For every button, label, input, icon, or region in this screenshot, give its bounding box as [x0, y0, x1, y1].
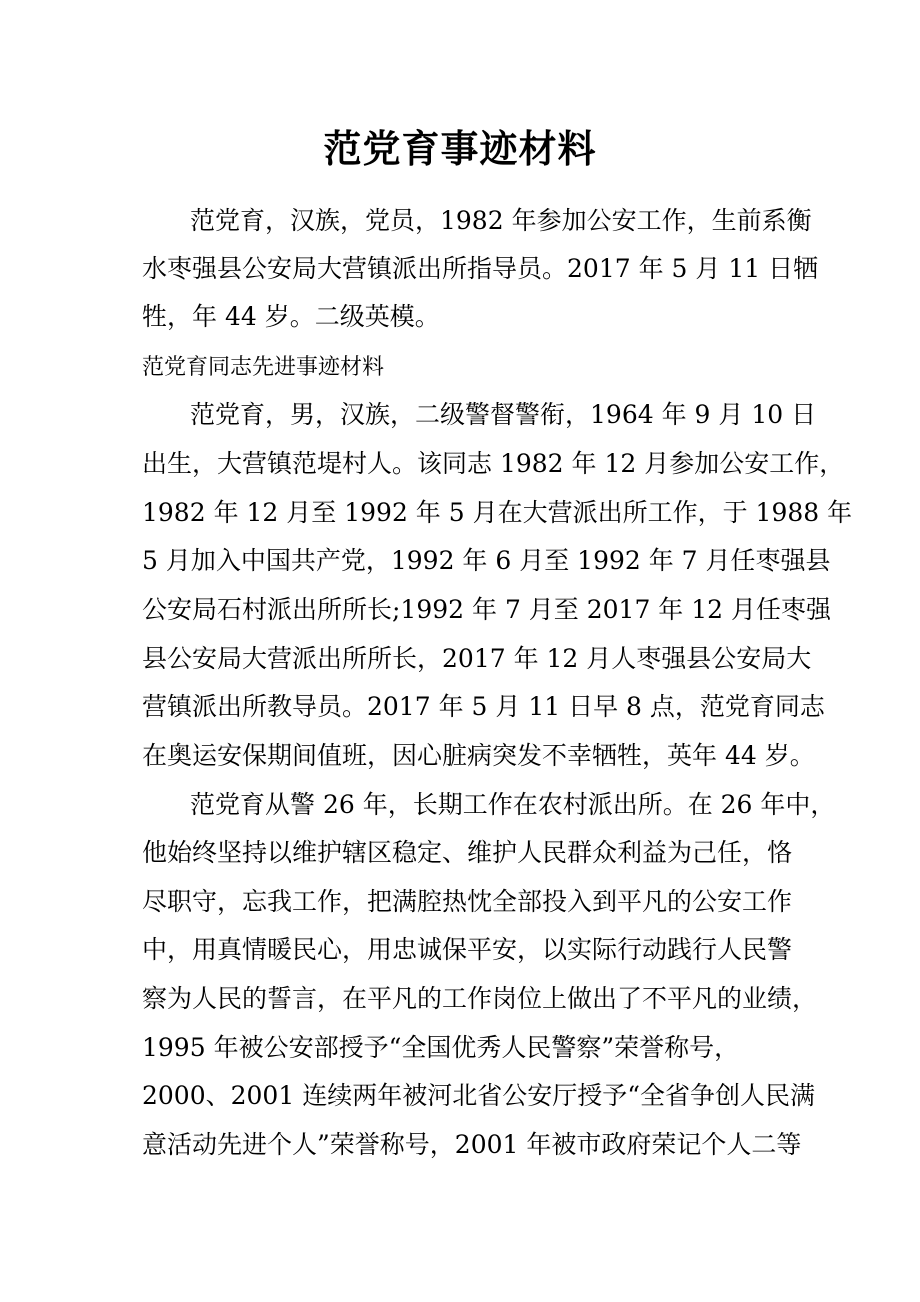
para2-line: 尽职守，忘我工作，把满腔热忱全部投入到平凡的公安工作: [142, 887, 793, 916]
para1-line: 在奥运安保期间值班，因心脏病突发不幸牺牲，英年 44 岁。: [142, 741, 815, 770]
para2-line: 范党育从警 26 年，长期工作在农村派出所。在 26 年中，: [190, 790, 836, 819]
para1-line: 5 月加入中国共产党，1992 年 6 月至 1992 年 7 月任枣强县: [142, 546, 831, 575]
para1-line: 出生，大营镇范堤村人。该同志 1982 年 12 月参加公安工作，: [142, 449, 845, 478]
para2-line: 他始终坚持以维护辖区稳定、维护人民群众利益为己任，恪: [142, 838, 793, 867]
intro-line: 范党育，汉族，党员，1982 年参加公安工作，生前系衡: [190, 206, 812, 235]
para2-line: 中，用真情暖民心，用忠诚保平安，以实际行动践行人民警: [142, 935, 793, 964]
intro-line: 牲，年 44 岁。二级英模。: [142, 302, 440, 331]
para1-line: 1982 年 12 月至 1992 年 5 月在大营派出所工作，于 1988 年: [142, 498, 853, 527]
para2-line: 2000、2001 连续两年被河北省公安厅授予“全省争创人民满: [142, 1081, 815, 1110]
subheading: 范党育同志先进事迹材料: [142, 355, 385, 380]
para1-line: 县公安局大营派出所所长，2017 年 12 月人枣强县公安局大: [142, 644, 812, 673]
para1-line: 营镇派出所教导员。2017 年 5 月 11 日早 8 点，范党育同志: [142, 692, 825, 721]
document-title: 范党育事迹材料: [323, 126, 597, 171]
para1-line: 范党育，男，汉族，二级警督警衔，1964 年 9 月 10 日: [190, 400, 817, 429]
para2-line: 察为人民的誓言，在平凡的工作岗位上做出了不平凡的业绩，: [142, 984, 818, 1013]
intro-line: 水枣强县公安局大营镇派出所指导员。2017 年 5 月 11 日牺: [142, 254, 819, 283]
para2-line: 1995 年被公安部授予“全国优秀人民警察”荣誉称号，: [142, 1033, 740, 1062]
para2-line: 意活动先进个人”荣誉称号，2001 年被市政府荣记个人二等: [142, 1130, 802, 1159]
para1-line: 公安局石村派出所所长;1992 年 7 月至 2017 年 12 月任枣强: [142, 595, 832, 624]
